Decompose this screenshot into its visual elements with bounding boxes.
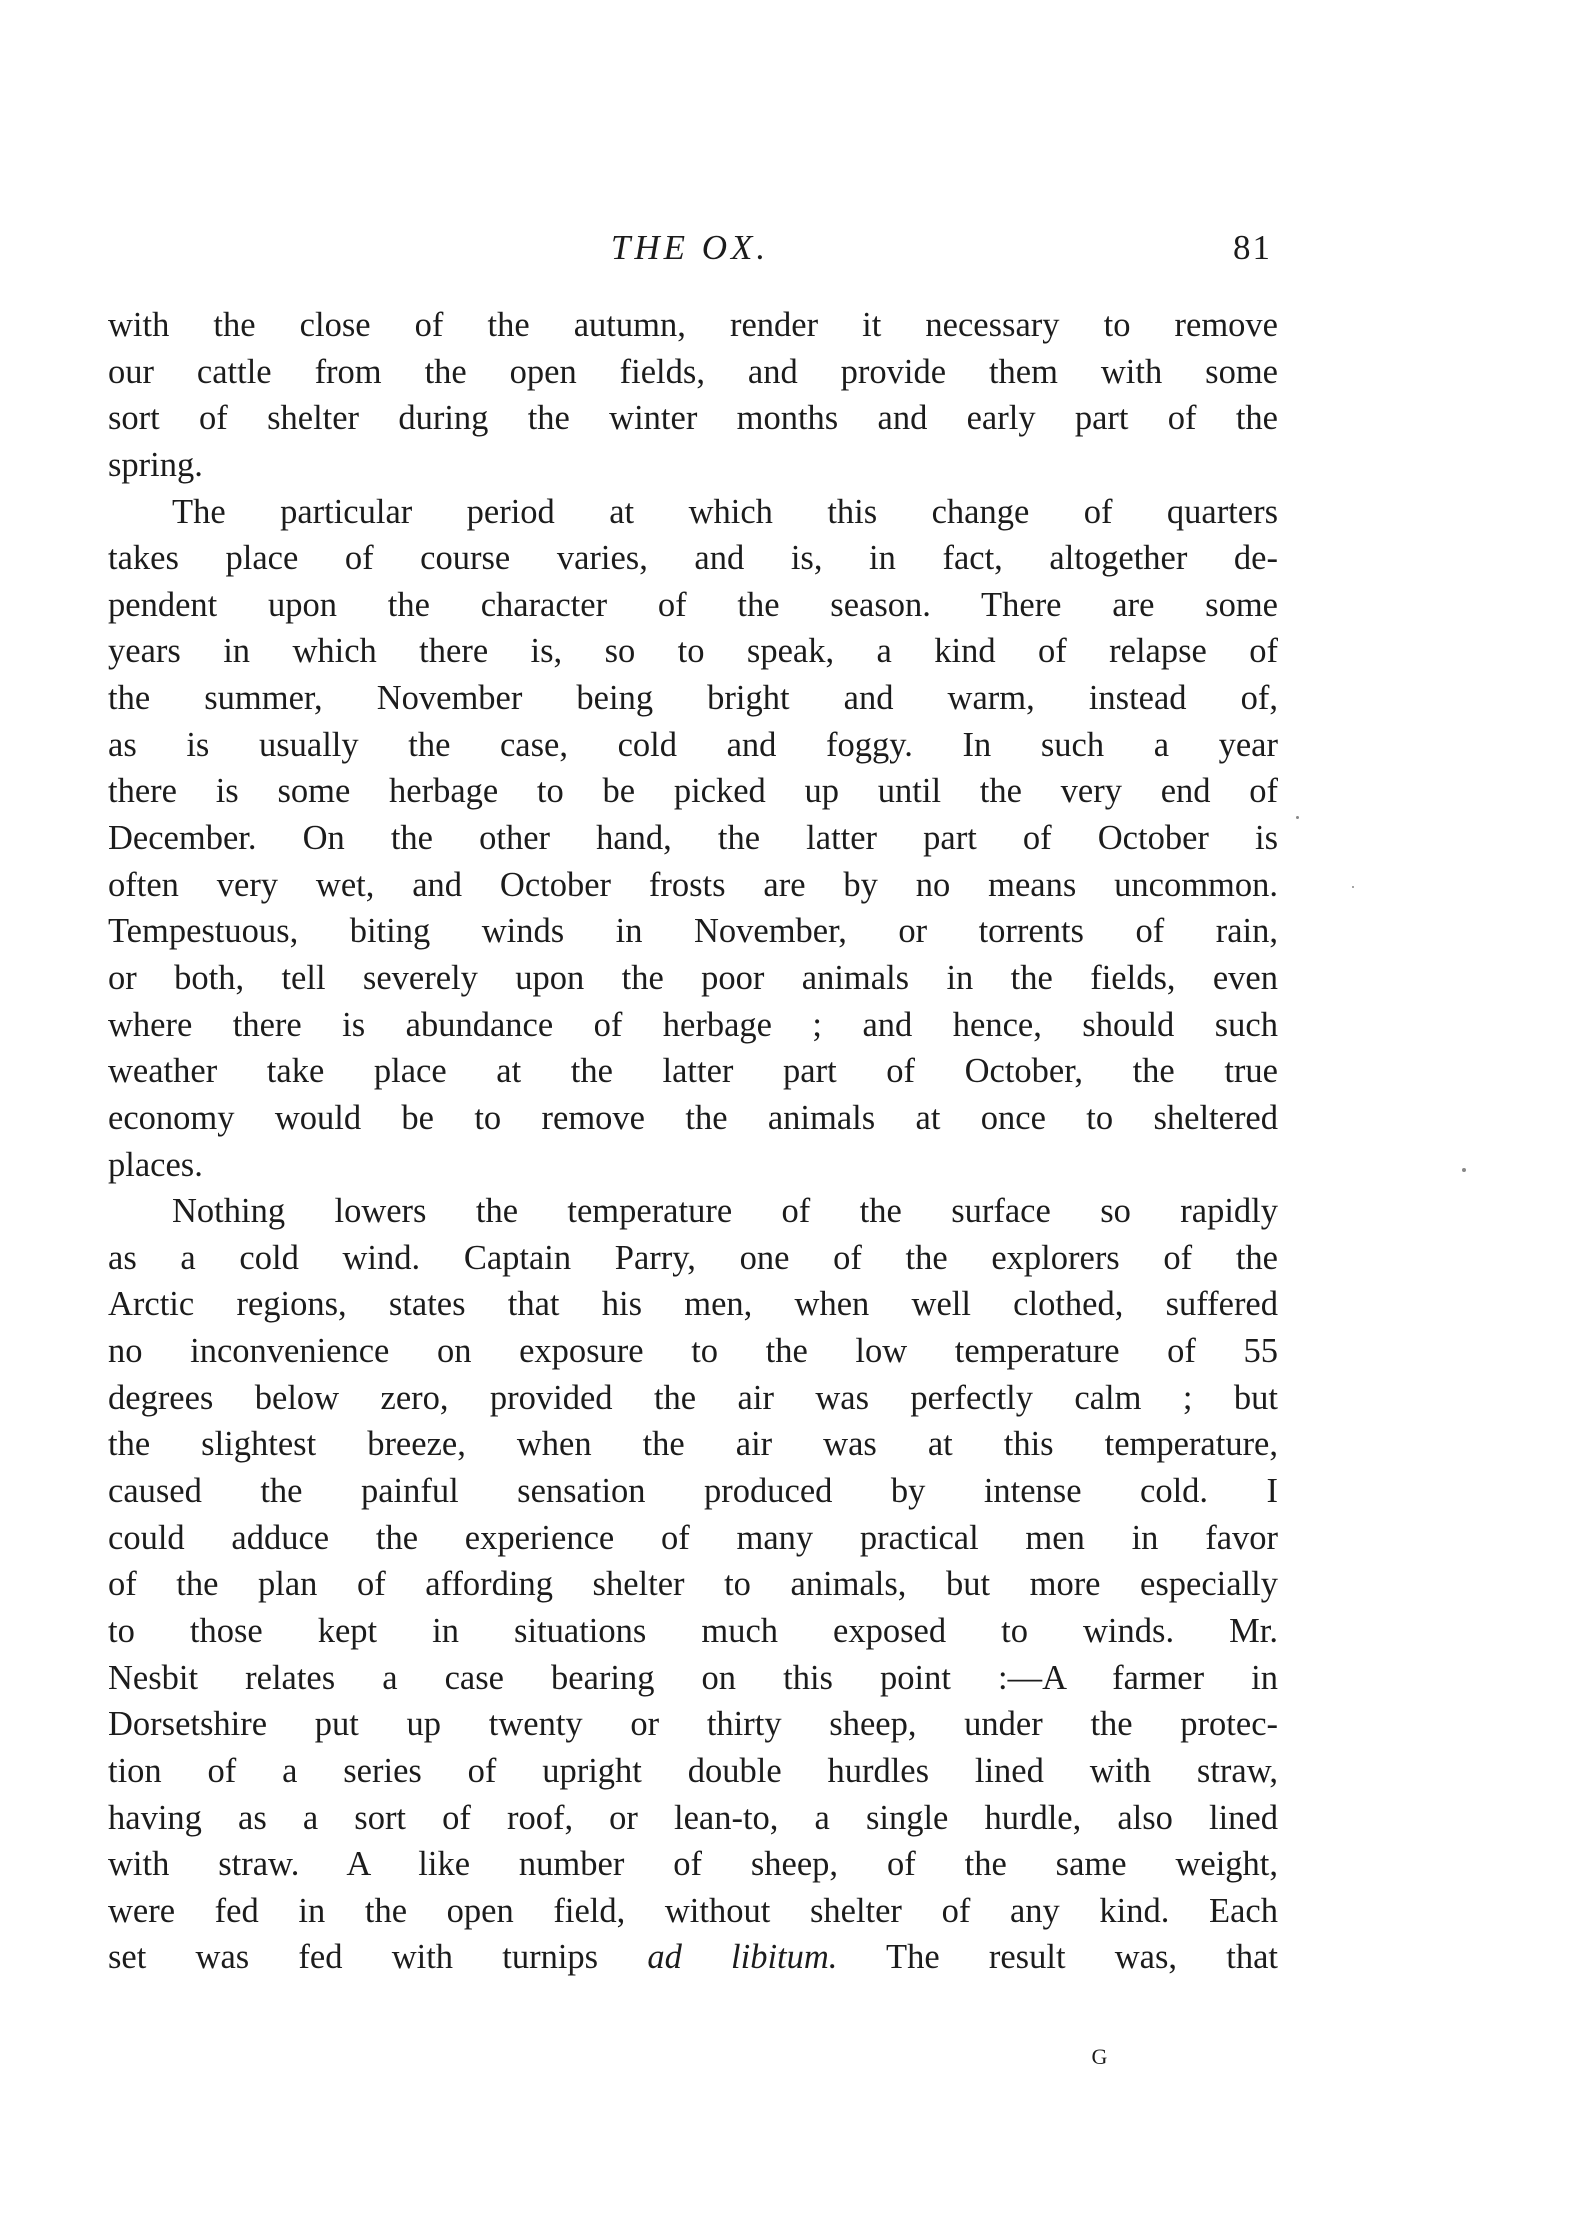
text-line: weather take place at the latter part of October, the true	[108, 1052, 1278, 1091]
text-line: Nesbit relates a case bearing on this point :—A farmer in	[108, 1658, 1278, 1697]
text-line: of the plan of affording shelter to animals, but more especially	[108, 1565, 1278, 1604]
paper-speck	[1352, 886, 1354, 888]
running-head	[0, 226, 1570, 270]
body-text	[108, 302, 1278, 1981]
running-title: THE OX.	[610, 228, 770, 267]
text-line: having as a sort of roof, or lean-to, a single hurdle, also lined	[108, 1798, 1278, 1837]
text-line: or both, tell severely upon the poor animals in the fields, even	[108, 958, 1278, 997]
text-line: The particular period at which this change of quarters	[172, 492, 1278, 531]
text-line: often very wet, and October frosts are by no means uncommon.	[108, 865, 1278, 904]
text-line: Dorsetshire put up twenty or thirty sheep, under the protec-	[108, 1705, 1278, 1744]
text-line: as is usually the case, cold and foggy. In such a year	[108, 725, 1278, 764]
text-line: were fed in the open field, without shelter of any kind. Each	[108, 1891, 1278, 1930]
text-line: as a cold wind. Captain Parry, one of the explorers of the	[108, 1238, 1278, 1277]
signature-mark: G	[1091, 2044, 1109, 2069]
text-line: tion of a series of upright double hurdles lined with straw,	[108, 1751, 1278, 1790]
text-line: spring.	[108, 445, 203, 484]
page-number: 81	[1233, 228, 1272, 267]
text-line: caused the painful sensation produced by intense cold. I	[108, 1472, 1278, 1511]
text-segment: set was fed with turnips	[108, 1938, 648, 1977]
text-line: to those kept in situations much exposed to winds. Mr.	[108, 1611, 1278, 1650]
italic-phrase: ad libitum.	[647, 1938, 838, 1977]
text-line: takes place of course varies, and is, in fact, altogether de-	[108, 539, 1278, 578]
text-line	[108, 1934, 1278, 1981]
text-line: degrees below zero, provided the air was perfectly calm ; but	[108, 1378, 1278, 1417]
text-line: pendent upon the character of the season. There are some	[108, 585, 1278, 624]
text-line: places.	[108, 1145, 203, 1184]
text-line: economy would be to remove the animals at once to sheltered	[108, 1098, 1278, 1137]
text-line: Arctic regions, states that his men, when well clothed, suffered	[108, 1285, 1278, 1324]
text-line: with straw. A like number of sheep, of the same weight,	[108, 1845, 1278, 1884]
text-line: the summer, November being bright and warm, instead of,	[108, 679, 1278, 718]
text-line: there is some herbage to be picked up until the very end of	[108, 772, 1278, 811]
text-line: where there is abundance of herbage ; and hence, should such	[108, 1005, 1278, 1044]
text-line: our cattle from the open fields, and provide them with some	[108, 352, 1278, 391]
text-line: could adduce the experience of many practical men in favor	[108, 1518, 1278, 1557]
text-line: Tempestuous, biting winds in November, or torrents of rain,	[108, 912, 1278, 951]
text-line: sort of shelter during the winter months and early part of the	[108, 399, 1278, 438]
text-line: December. On the other hand, the latter part of October is	[108, 819, 1278, 858]
paper-speck	[1462, 1168, 1466, 1172]
text-line: no inconvenience on exposure to the low temperature of 55	[108, 1332, 1278, 1371]
paper-speck	[1296, 816, 1299, 819]
text-segment: The result was, that	[837, 1938, 1278, 1977]
text-line: the slightest breeze, when the air was at this temperature,	[108, 1425, 1278, 1464]
text-line: years in which there is, so to speak, a kind of relapse of	[108, 632, 1278, 671]
text-line: with the close of the autumn, render it necessary to remove	[108, 306, 1278, 344]
text-line: Nothing lowers the temperature of the surface so rapidly	[172, 1192, 1278, 1231]
